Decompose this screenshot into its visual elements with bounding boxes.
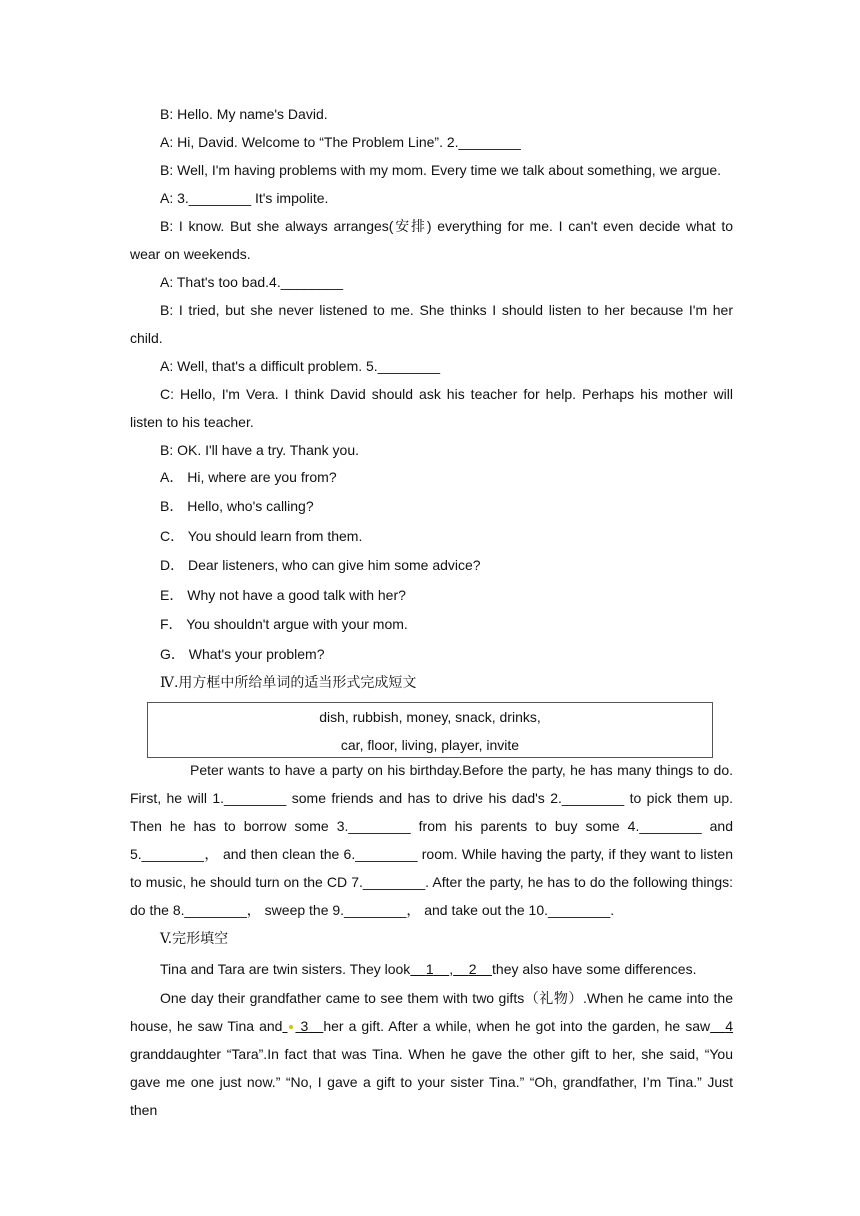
option-g: G． What's your problem? xyxy=(160,646,325,662)
dialogue-line-7: B: I tried, but she never listened to me. She thinks I should listen to her because I'm her child. xyxy=(130,302,733,346)
dialogue-line-10: B: OK. I'll have a try. Thank you. xyxy=(160,442,360,458)
blank-2 xyxy=(453,961,492,977)
dialogue-line-8: A: Well, that's a difficult problem. 5.________ xyxy=(160,358,440,374)
option-c: C． You should learn from them. xyxy=(160,528,363,544)
option-e: E． Why not have a good talk with her? xyxy=(160,587,406,603)
blank-4 xyxy=(710,1018,733,1034)
cloze-text: , xyxy=(449,961,454,977)
section-4-passage: Peter wants to have a party on his birthday.Before the party, he has many things to do. First, he will 1.________ some friends and has to drive his dad's 2.________ to pick them up. Then he has to borrow some 3.________ from his parents to buy some 4.________ and 5.________， and then clean the 6.________ room. While having the party, if they want to listen to music, he should turn on the CD 7.________. After the party, he has to do the following things: do the 8.________， sweep the 9.________， and take out the 10.________. xyxy=(130,762,733,918)
dot-mark xyxy=(289,1025,293,1029)
option-b: B． Hello, who's calling? xyxy=(160,498,314,514)
word-box xyxy=(147,702,713,758)
blank-number: 2 xyxy=(468,961,477,977)
cloze-text: granddaughter “Tara”.In fact that was Tina. When he gave the other gift to her, she said, “You gave me one just now.” “No, I gave a gift to your sister Tina.” “Oh, grandfather, I’m Tina.” Just then xyxy=(130,1046,733,1118)
cloze-text: Tina and Tara are twin sisters. They look xyxy=(160,961,411,977)
section-4-heading: Ⅳ.用方框中所给单词的适当形式完成短文 xyxy=(160,675,417,691)
dialogue-line-3: B: Well, I'm having problems with my mom. Every time we talk about something, we argue. xyxy=(160,162,722,178)
cloze-paragraph-1 xyxy=(130,955,733,983)
dialogue-line-9: C: Hello, I'm Vera. I think David should ask his teacher for help. Perhaps his mother will listen to his teacher. xyxy=(130,386,733,430)
cloze-text: her a gift. After a while, when he got into the garden, he saw xyxy=(323,1018,711,1034)
option-a: A． Hi, where are you from? xyxy=(160,469,337,485)
cloze-paragraph-2 xyxy=(130,984,733,1124)
dialogue-line-1: B: Hello. My name's David. xyxy=(160,106,328,122)
blank-number: 3 xyxy=(300,1018,309,1034)
dialogue-line-6: A: That's too bad.4.________ xyxy=(160,274,344,290)
word-box-line-2: car, floor, living, player, invite xyxy=(340,737,520,753)
blank-3 xyxy=(282,1018,323,1034)
option-d: D． Dear listeners, who can give him some advice? xyxy=(160,557,481,573)
blank-number: 1 xyxy=(425,961,434,977)
blank-number: 4 xyxy=(725,1018,734,1034)
cloze-text: One day their grandfather came to see them with two gifts（礼物）.When he came into the house, he saw Tina and xyxy=(130,990,733,1034)
blank-1 xyxy=(410,961,449,977)
dialogue-line-4: A: 3.________ It's impolite. xyxy=(160,190,329,206)
dialogue-line-5: B: I know. But she always arranges(安排) everything for me. I can't even decide what to wear on weekends. xyxy=(130,218,733,262)
word-box-line-1: dish, rubbish, money, snack, drinks, xyxy=(319,709,541,725)
section-5-heading: V.完形填空 xyxy=(160,931,229,947)
dialogue-line-2: A: Hi, David. Welcome to “The Problem Line”. 2.________ xyxy=(160,134,521,150)
option-f: F． You shouldn't argue with your mom. xyxy=(160,616,408,632)
cloze-text: they also have some differences. xyxy=(492,961,697,977)
